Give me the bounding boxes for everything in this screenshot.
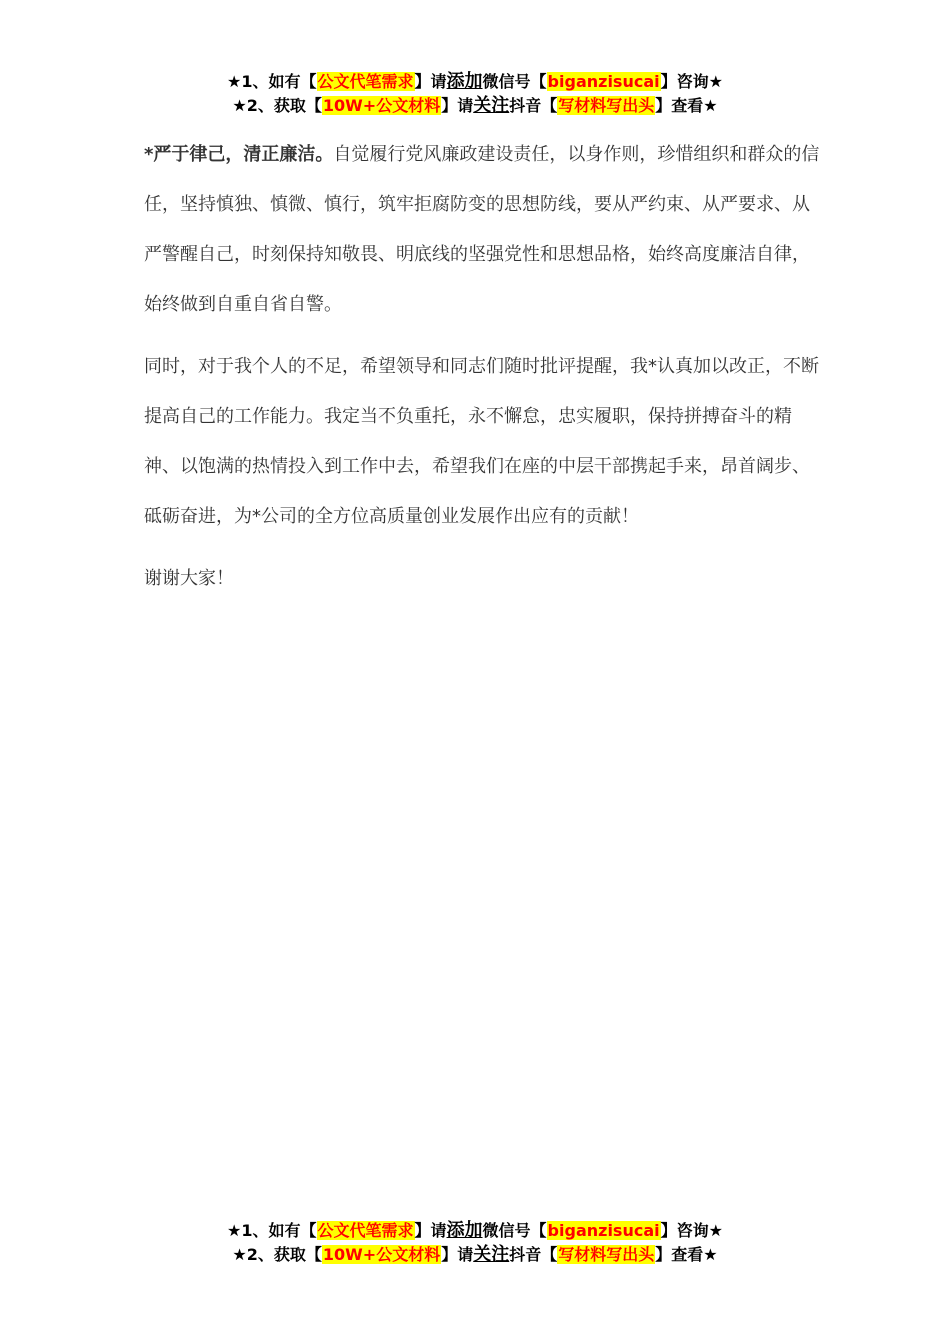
document-body [144,130,824,616]
banner-text: 】请 [441,1245,474,1264]
paragraph-text: 谢谢大家！ [144,568,234,589]
top-banner [0,70,950,118]
banner-highlight: 公文代笔需求 [317,72,414,91]
banner-highlight: 公文代笔需求 [317,1221,414,1240]
paragraph-commitment [144,342,824,542]
banner-emphasis: 关注 [473,1244,510,1265]
banner-emphasis: 添加 [446,71,483,92]
banner-text: 】请 [414,1221,447,1240]
paragraph-lead: *严于律己，清正廉洁。 [144,144,334,165]
banner-highlight: 写材料写出头 [558,1245,655,1264]
banner-highlight: 写材料写出头 [558,96,655,115]
banner-text: ★1、如有【 [227,72,317,91]
banner-line-2 [0,1243,950,1267]
banner-text: 】请 [441,96,474,115]
banner-text: 】咨询★ [660,1221,723,1240]
banner-emphasis: 添加 [446,1220,483,1241]
banner-text: 】查看★ [655,96,718,115]
banner-text: ★2、获取【 [232,1245,322,1264]
paragraph-text: 自觉履行党风廉政建设责任，以身作则，珍惜组织和群众的信任，坚持慎独、慎微、慎行，筑牢拒腐防变的思想防线，要从严约束、从严要求、从严警醒自己，时刻保持知敬畏、明底线的坚强党性和思想品格，始终高度廉洁自律，始终做到自重自省自警。 [144,144,820,315]
banner-text: 】咨询★ [660,72,723,91]
banner-highlight: 10W+公文材料 [322,1245,441,1264]
banner-text: ★2、获取【 [232,96,322,115]
banner-highlight: biganzisucai [547,72,660,91]
banner-text: 微信号【 [482,1221,547,1240]
banner-line-1 [0,1219,950,1243]
bottom-banner [0,1219,950,1267]
banner-emphasis: 关注 [473,95,510,116]
banner-highlight: 10W+公文材料 [322,96,441,115]
paragraph-thanks [144,554,824,604]
banner-text: ★1、如有【 [227,1221,317,1240]
banner-text: 】查看★ [655,1245,718,1264]
banner-text: 抖音【 [509,1245,558,1264]
paragraph-discipline [144,130,824,330]
banner-text: 微信号【 [482,72,547,91]
banner-line-1 [0,70,950,94]
banner-text: 抖音【 [509,96,558,115]
banner-highlight: biganzisucai [547,1221,660,1240]
paragraph-text: 同时，对于我个人的不足，希望领导和同志们随时批评提醒，我*认真加以改正，不断提高自己的工作能力。我定当不负重托，永不懈怠，忠实履职，保持拼搏奋斗的精神、以饱满的热情投入到工作中去，希望我们在座的中层干部携起手来，昂首阔步、砥砺奋进，为*公司的全方位高质量创业发展作出应有的贡献！ [144,356,819,527]
banner-text: 】请 [414,72,447,91]
banner-line-2 [0,94,950,118]
